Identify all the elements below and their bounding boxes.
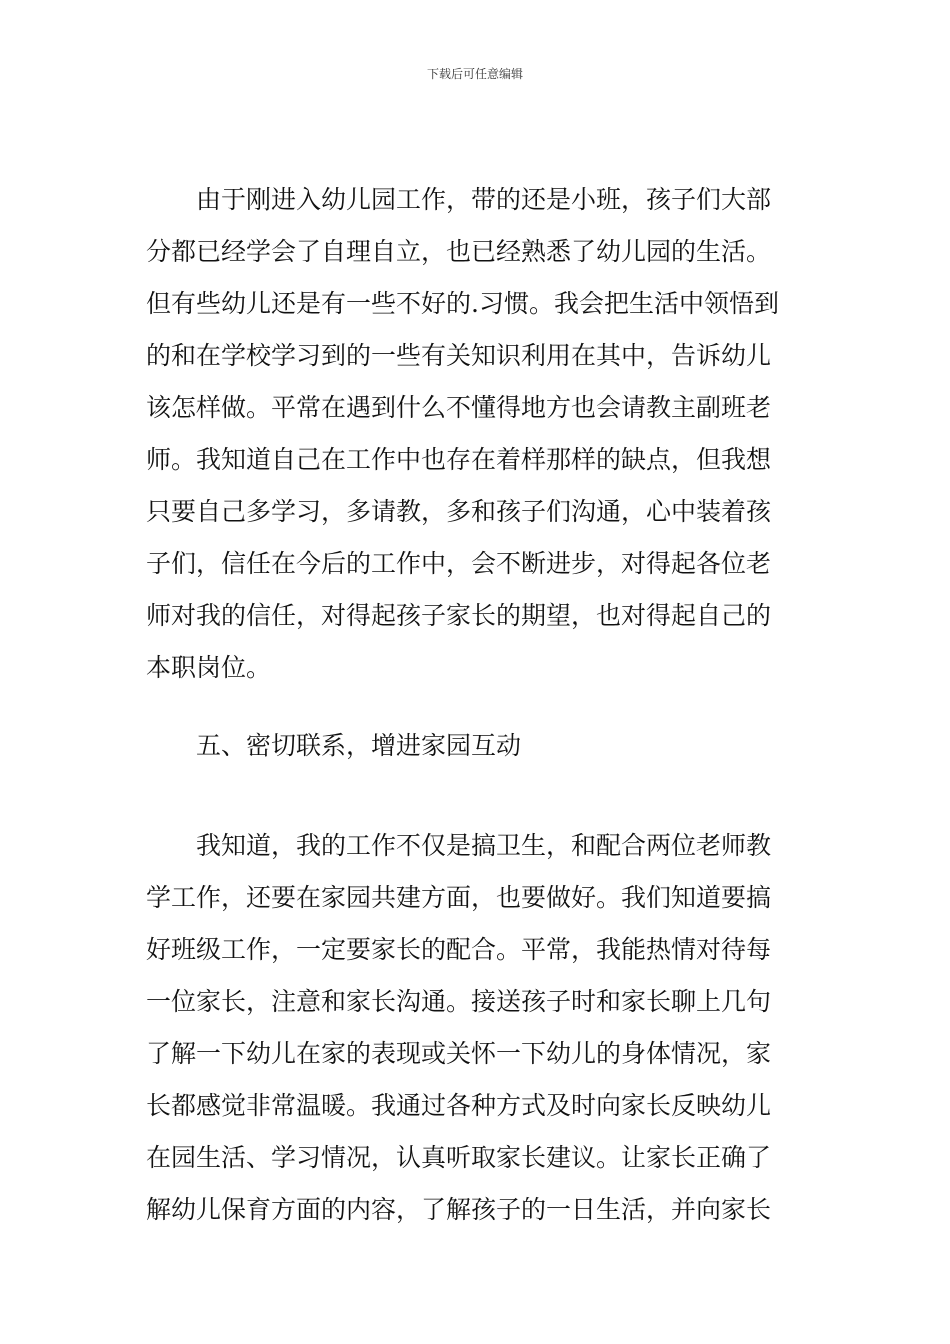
paragraph-1: [146, 174, 806, 694]
paragraph-line: 在园生活、学习情况，认真听取家长建议。让家长正确了: [146, 1143, 772, 1172]
section-heading: [146, 720, 806, 772]
paragraph-line: 分都已经学会了自理自立，也已经熟悉了幼儿园的生活。: [146, 237, 772, 266]
paragraph-line: 的和在学校学习到的一些有关知识利用在其中，告诉幼儿: [146, 341, 772, 370]
paragraph-line: 解幼儿保育方面的内容，了解孩子的一日生活，并向家长: [146, 1195, 772, 1224]
paragraph-line: 我知道，我的工作不仅是搞卫生，和配合两位老师教: [146, 831, 772, 860]
paragraph-line: 子们，信任在今后的工作中，会不断进步，对得起各位老: [146, 549, 772, 578]
paragraph-line: 师对我的信任，对得起孩子家长的期望，也对得起自己的: [146, 601, 772, 630]
paragraph-line: 但有些幼儿还是有一些不好的.习惯。我会把生活中领悟到: [146, 289, 779, 318]
header-note: 下载后可任意编辑: [426, 67, 523, 81]
paragraph-line: 学工作，还要在家园共建方面，也要做好。我们知道要搞: [146, 883, 772, 912]
paragraph-line: 本职岗位。: [146, 653, 272, 682]
paragraph-2: [146, 820, 806, 1236]
paragraph-line: 了解一下幼儿在家的表现或关怀一下幼儿的身体情况，家: [146, 1039, 772, 1068]
paragraph-line: 师。我知道自己在工作中也存在着样那样的缺点，但我想: [146, 445, 772, 474]
paragraph-line: 只要自己多学习，多请教，多和孩子们沟通，心中装着孩: [146, 497, 772, 526]
paragraph-line: 好班级工作，一定要家长的配合。平常，我能热情对待每: [146, 935, 772, 964]
paragraph-line: 该怎样做。平常在遇到什么不懂得地方也会请教主副班老: [146, 393, 772, 422]
section-heading-text: 五、密切联系，增进家园互动: [146, 731, 522, 760]
paragraph-line: 长都感觉非常温暖。我通过各种方式及时向家长反映幼儿: [146, 1091, 772, 1120]
paragraph-line: 一位家长，注意和家长沟通。接送孩子时和家长聊上几句: [146, 987, 772, 1016]
paragraph-line: 由于刚进入幼儿园工作，带的还是小班，孩子们大部: [146, 185, 772, 214]
